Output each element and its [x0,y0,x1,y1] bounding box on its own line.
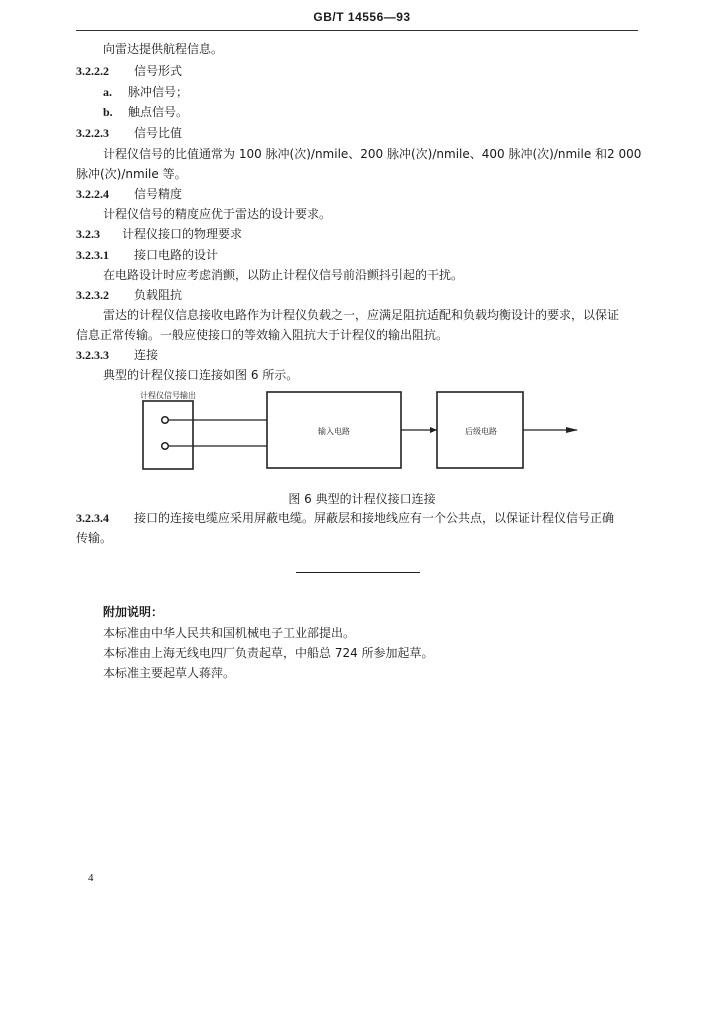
appendix-title: 附加说明： [103,605,164,619]
output-arrow-icon [566,427,578,433]
appendix-line-2: 本标准由上海无线电四厂负责起草，中船总 724 所参加起草。 [103,646,434,660]
section-3224-title: 信号精度 [134,187,183,201]
terminal-1-icon [162,417,169,424]
section-3234-number: 3.2.3.4 [76,511,109,525]
appendix-line-3: 本标准主要起草人蒋萍。 [103,666,236,680]
section-3222-number: 3.2.2.2 [76,64,109,78]
section-3224-number: 3.2.2.4 [76,187,109,201]
paragraph-3233: 典型的计程仪接口连接如图 6 所示。 [103,368,299,382]
section-3223-number: 3.2.2.3 [76,126,109,140]
separator-line [296,572,420,573]
appendix-line-1: 本标准由中华人民共和国机械电子工业部提出。 [103,626,356,640]
interface-diagram [0,380,724,490]
section-323-title: 计程仪接口的物理要求 [122,227,243,241]
paragraph-continuation: 向雷达提供航程信息。 [103,42,224,56]
header-rule [76,30,638,31]
page-number: 4 [88,872,94,884]
paragraph-3223-line2: 脉冲(次)/nmile 等。 [76,167,187,181]
arrow-head-icon [430,427,437,433]
section-3233-title: 连接 [134,348,159,362]
list-item-a: 脉冲信号； [128,85,189,99]
list-label-b: b. [103,105,113,119]
next-stage-box [437,392,523,468]
paragraph-3232-line2: 信息正常传输。一般应使接口的等效输入阻抗大于计程仪的输出阻抗。 [76,328,449,342]
figure-caption: 图 6 典型的计程仪接口连接 [288,492,436,506]
section-3231-title: 接口电路的设计 [134,248,219,262]
source-box [140,390,196,469]
paragraph-3223-line1: 计程仪信号的比值通常为 100 脉冲(次)/nmile、200 脉冲(次)/nmile、400 脉冲(次)/nmile 和2 000 [103,147,642,161]
paragraph-3234-line1: 接口的连接电缆应采用屏蔽电缆。屏蔽层和接地线应有一个公共点，以保证计程仪信号正确 [134,511,615,525]
section-3232-number: 3.2.3.2 [76,288,109,302]
list-item-b: 触点信号。 [128,105,189,119]
paragraph-3232-line1: 雷达的计程仪信息接收电路作为计程仪负载之一，应满足阻抗适配和负载均衡设计的要求，以保证 [103,308,620,322]
page-header: GB/T 14556—93 [313,10,411,24]
input-circuit-box [267,392,401,468]
paragraph-3224: 计程仪信号的精度应优于雷达的设计要求。 [103,207,332,221]
section-3232-title: 负载阻抗 [134,288,183,302]
next-stage-label: 后级电路 [465,427,497,436]
section-323-number: 3.2.3 [76,227,100,241]
section-3223-title: 信号比值 [134,126,183,140]
section-3222-title: 信号形式 [134,64,183,78]
source-label: 计程仪信号输出 [140,391,196,400]
section-3231-number: 3.2.3.1 [76,248,109,262]
terminal-2-icon [162,443,169,450]
list-label-a: a. [103,85,112,99]
section-3233-number: 3.2.3.3 [76,348,109,362]
paragraph-3231: 在电路设计时应考虑消颤，以防止计程仪信号前沿颤抖引起的干扰。 [103,268,464,282]
input-circuit-label: 输入电路 [318,427,350,436]
paragraph-3234-line2: 传输。 [76,531,113,545]
